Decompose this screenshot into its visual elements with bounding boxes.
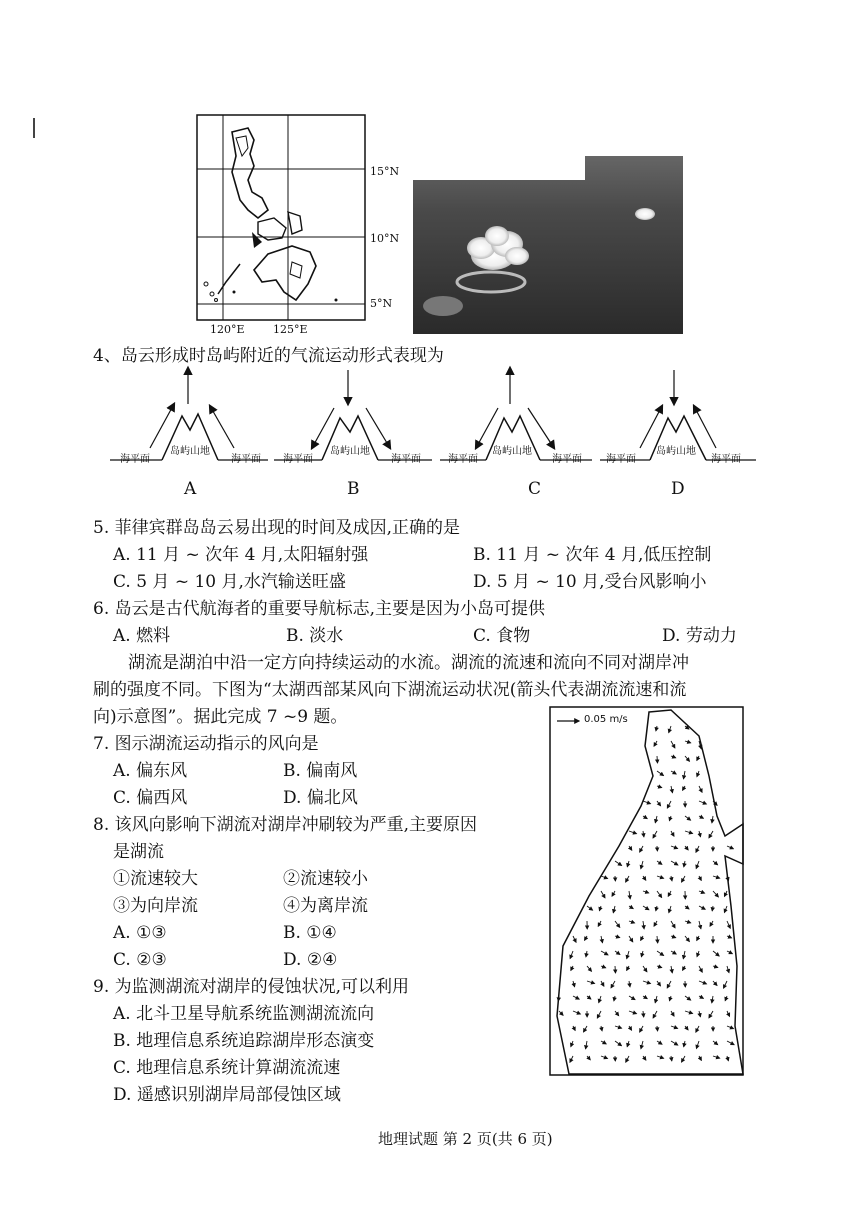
current-arrow: [615, 966, 616, 973]
diagram-b-sea-left: 海平面: [283, 454, 313, 465]
question-7-option-d[interactable]: D. 偏北风: [283, 788, 358, 808]
question-6-option-c[interactable]: C. 食物: [473, 626, 531, 646]
island-cloud-photo: [413, 156, 683, 334]
diagram-d-mountain: 岛屿山地: [656, 446, 696, 457]
lon-label-120: 120°E: [210, 323, 245, 336]
diagram-b-mountain: 岛屿山地: [330, 446, 370, 457]
diagram-a-sea-left: 海平面: [120, 454, 150, 465]
passage-line-1: 湖流是湖泊中沿一定方向持续运动的水流。湖流的流速和流向不同对湖岸冲: [128, 653, 689, 673]
diagram-d-sea-left: 海平面: [606, 454, 636, 465]
question-9-option-c[interactable]: C. 地理信息系统计算湖流流速: [113, 1058, 341, 1078]
question-8-option-d[interactable]: D. ②④: [283, 950, 338, 970]
lake-current-map-graphic: [549, 706, 744, 1076]
question-9-option-b[interactable]: B. 地理信息系统追踪湖岸形态演变: [113, 1031, 375, 1051]
question-6-option-b[interactable]: B. 淡水: [286, 626, 344, 646]
question-8-stem-line-1: 8. 该风向影响下湖流对湖岸冲刷较为严重,主要原因: [93, 815, 478, 835]
airflow-diagrams-graphic: [110, 364, 760, 474]
question-8-statement-2: ②流速较小: [283, 869, 368, 889]
diagram-c-mountain: 岛屿山地: [492, 446, 532, 457]
margin-mark: [33, 118, 35, 138]
lake-scale-label: 0.05 m/s: [584, 714, 628, 725]
current-arrow: [657, 756, 658, 763]
question-8-statement-3: ③为向岸流: [113, 896, 198, 916]
question-8-statement-1: ①流速较大: [113, 869, 198, 889]
lat-label-10: 10°N: [370, 232, 400, 245]
question-5-option-c[interactable]: C. 5 月 ~ 10 月,水汽输送旺盛: [113, 572, 346, 592]
airflow-diagrams: [110, 364, 760, 474]
question-7-option-a[interactable]: A. 偏东风: [113, 761, 188, 781]
lat-label-5: 5°N: [370, 297, 393, 310]
question-9-option-d[interactable]: D. 遥感识别湖岸局部侵蚀区域: [113, 1085, 341, 1105]
diagram-a-mountain: 岛屿山地: [170, 446, 210, 457]
passage-line-2: 刷的强度不同。下图为“太湖西部某风向下湖流运动状况(箭头代表湖流流速和流: [93, 680, 687, 700]
lon-label-125: 125°E: [273, 323, 308, 336]
island-cloud-photo-graphic: [413, 156, 683, 334]
question-4-option-a[interactable]: A: [184, 479, 197, 499]
philippines-map-graphic: [196, 114, 366, 321]
question-7-option-c[interactable]: C. 偏西风: [113, 788, 188, 808]
diagram-c-sea-right: 海平面: [552, 454, 582, 465]
page-footer: 地理试题 第 2 页(共 6 页): [378, 1130, 553, 1148]
question-5-option-d[interactable]: D. 5 月 ~ 10 月,受台风影响小: [473, 572, 707, 592]
question-5-stem: 5. 菲律宾群岛岛云易出现的时间及成因,正确的是: [93, 518, 461, 538]
passage-line-3: 向)示意图”。据此完成 7 ~9 题。: [93, 707, 348, 727]
question-8-stem-line-2: 是湖流: [113, 842, 164, 862]
current-arrow: [657, 1026, 658, 1031]
lat-label-15: 15°N: [370, 165, 400, 178]
question-8-option-c[interactable]: C. ②③: [113, 950, 167, 970]
diagram-d-sea-right: 海平面: [711, 454, 741, 465]
question-6-stem: 6. 岛云是古代航海者的重要导航标志,主要是因为小岛可提供: [93, 599, 546, 619]
question-4-option-c[interactable]: C: [528, 479, 542, 499]
diagram-c-sea-left: 海平面: [448, 454, 478, 465]
question-4-stem: 4、岛云形成时岛屿附近的气流运动形式表现为: [93, 346, 444, 366]
question-6-option-d[interactable]: D. 劳动力: [662, 626, 737, 646]
question-5-option-a[interactable]: A. 11 月 ~ 次年 4 月,太阳辐射强: [113, 545, 369, 565]
question-6-option-a[interactable]: A. 燃料: [113, 626, 171, 646]
question-4-option-b[interactable]: B: [347, 479, 360, 499]
question-8-statement-4: ④为离岸流: [283, 896, 368, 916]
question-9-stem: 9. 为监测湖流对湖岸的侵蚀状况,可以利用: [93, 977, 410, 997]
question-9-option-a[interactable]: A. 北斗卫星导航系统监测湖流流向: [113, 1004, 375, 1024]
diagram-a-sea-right: 海平面: [231, 454, 261, 465]
diagram-b-sea-right: 海平面: [391, 454, 421, 465]
question-4-option-d[interactable]: D: [671, 479, 685, 499]
question-8-option-b[interactable]: B. ①④: [283, 923, 337, 943]
question-7-stem: 7. 图示湖流运动指示的风向是: [93, 734, 319, 754]
philippines-map: [196, 114, 366, 321]
question-5-option-b[interactable]: B. 11 月 ~ 次年 4 月,低压控制: [473, 545, 712, 565]
lake-current-map: [549, 706, 744, 1076]
question-7-option-b[interactable]: B. 偏南风: [283, 761, 358, 781]
question-8-option-a[interactable]: A. ①③: [113, 923, 167, 943]
